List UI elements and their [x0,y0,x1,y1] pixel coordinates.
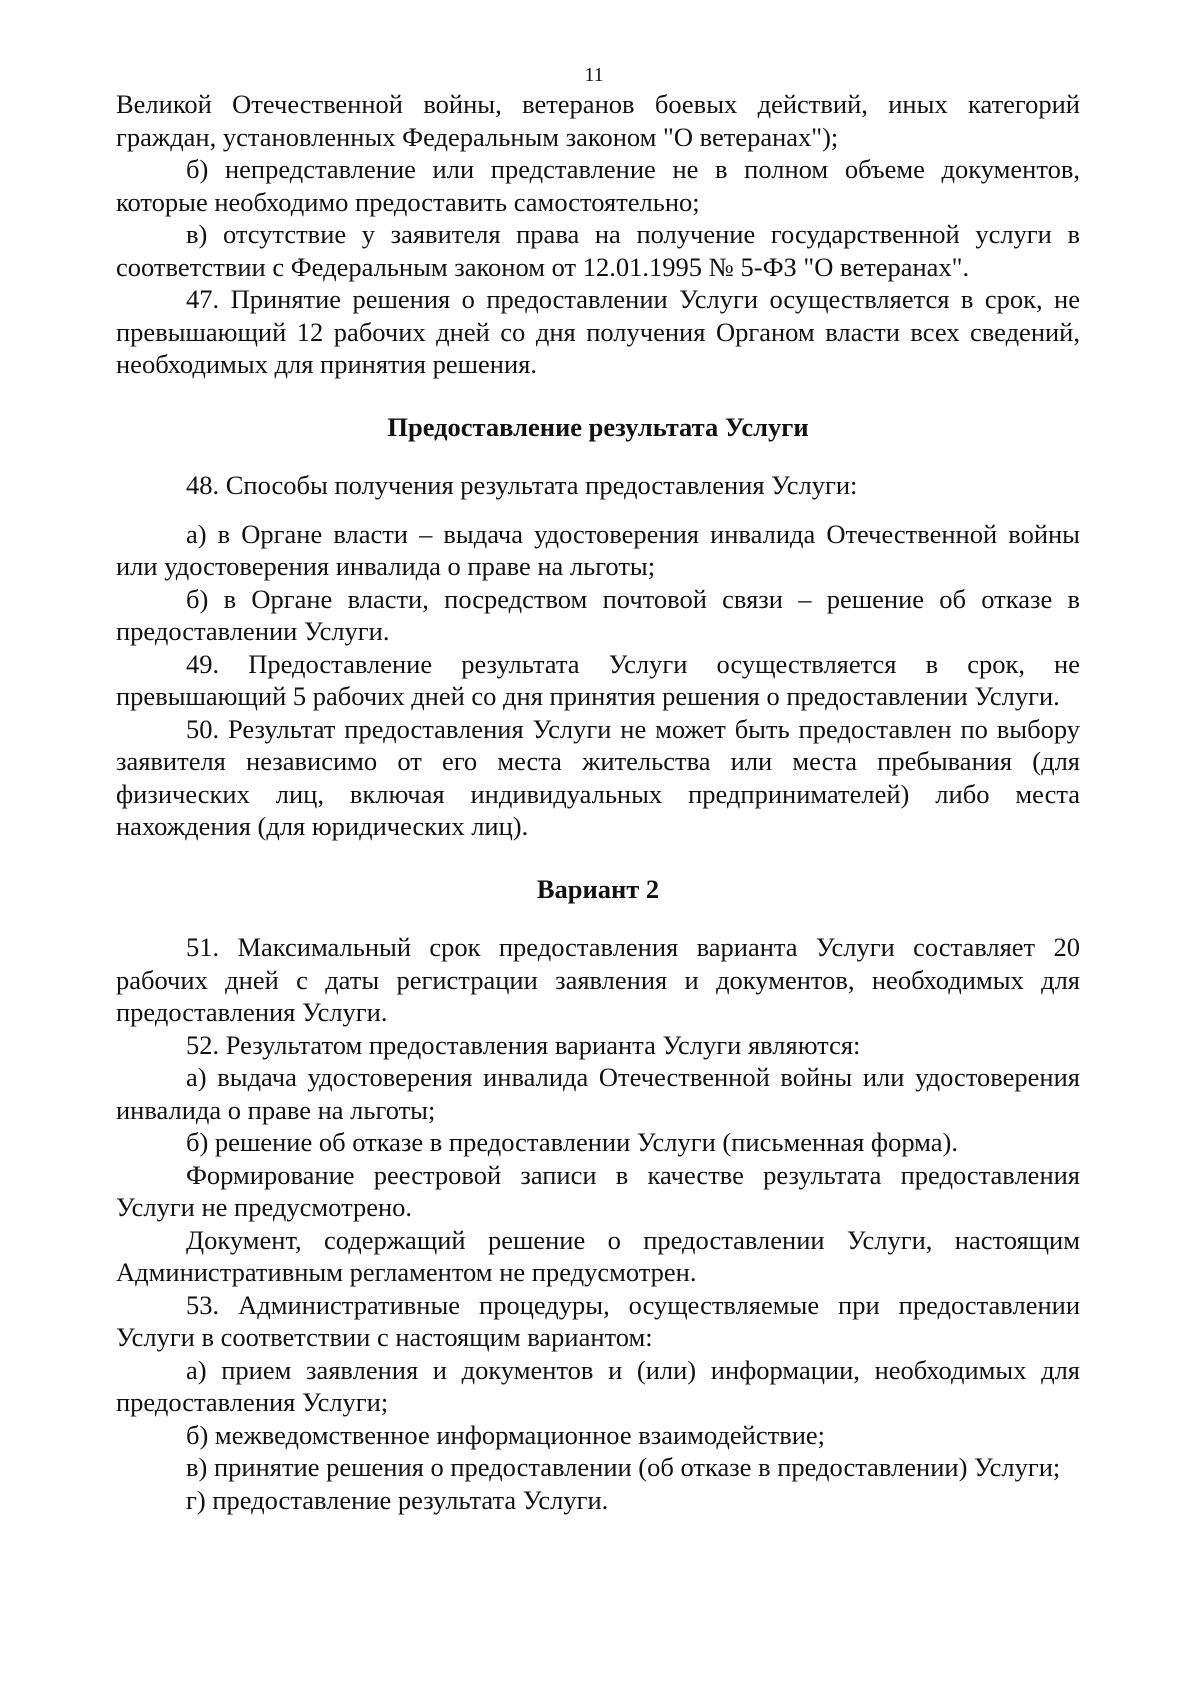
spacer [116,843,1080,873]
page-number: 11 [584,64,604,86]
paragraph-48-b: б) в Органе власти, посредством почтовой связи – решение об отказе в предоставлении Услуги. [116,583,1080,646]
paragraph-53-g: г) предоставление результата Услуги. [186,1484,609,1515]
paragraph-item-v-no-right: в) отсутствие у заявителя права на получение государственной услуги в соответствии с Федеральным законом от 12.01.1995 № 5-ФЗ "О ветеранах". [116,219,1080,282]
paragraph-continuation-veterans: Великой Отечественной войны, ветеранов боевых действий, иных категорий граждан, установленных Федеральным законом "О ветеранах"); [116,89,1080,152]
paragraph-52-a: а) выдача удостоверения инвалида Отечественной войны или удостоверения инвалида о праве на льготы; [116,1062,1080,1125]
paragraph-53-v: в) принятие решения о предоставлении (об отказе в предоставлении) Услуги; [186,1452,1061,1482]
spacer [116,502,1080,518]
paragraph-53-b: б) межведомственное информационное взаимодействие; [186,1419,826,1450]
paragraph-52-b: б) решение об отказе в предоставлении Услуги (письменная форма). [186,1127,958,1157]
paragraph-52: 52. Результатом предоставления варианта Услуги являются: [186,1029,861,1060]
paragraph-47: 47. Принятие решения о предоставлении Услуги осуществляется в срок, не превышающий 12 рабочих дней со дня получения Органом власти всех сведений, необходимых для принятия решения. [116,284,1080,379]
paragraph-53-a: а) прием заявления и документов и (или) информации, необходимых для предоставления Услуги; [116,1354,1080,1417]
document-page [116,62,1080,1516]
paragraph-48: 48. Способы получения результата предоставления Услуги: [186,470,858,500]
heading-result-provision: Предоставление результата Услуги [387,411,809,442]
paragraph-51: 51. Максимальный срок предоставления варианта Услуги составляет 20 рабочих дней с даты регистрации заявления и документов, необходимых для предоставления Услуги. [116,932,1080,1027]
section-top [116,88,1080,381]
section-middle [116,518,1080,843]
paragraph-49: 49. Предоставление результата Услуги осуществляется в срок, не превышающий 5 рабочих дней со дня принятия решения о предоставлении Услуги. [116,648,1080,711]
paragraph-document-decision: Документ, содержащий решение о предоставлении Услуги, настоящим Административным регламентом не предусмотрен. [116,1224,1080,1287]
paragraph-53: 53. Административные процедуры, осуществляемые при предоставлении Услуги в соответствии с настоящим вариантом: [116,1289,1080,1352]
paragraph-50: 50. Результат предоставления Услуги не может быть предоставлен по выбору заявителя независимо от его места жительства или места пребывания (для физических лиц, включая индивидуальных предпринимателей) либо места нахождения (для юридических лиц). [116,713,1080,841]
spacer [116,381,1080,411]
paragraph-48-a: а) в Органе власти – выдача удостоверения инвалида Отечественной войны или удостоверения инвалида о праве на льготы; [116,518,1080,581]
section-bottom [116,931,1080,1516]
spacer [116,905,1080,931]
spacer [116,443,1080,469]
paragraph-item-b-documents: б) непредставление или представление не в полном объеме документов, которые необходимо предоставить самостоятельно; [116,154,1080,217]
paragraph-registry-record: Формирование реестровой записи в качестве результата предоставления Услуги не предусмотрено. [116,1159,1080,1222]
heading-variant-2: Вариант 2 [536,873,660,904]
